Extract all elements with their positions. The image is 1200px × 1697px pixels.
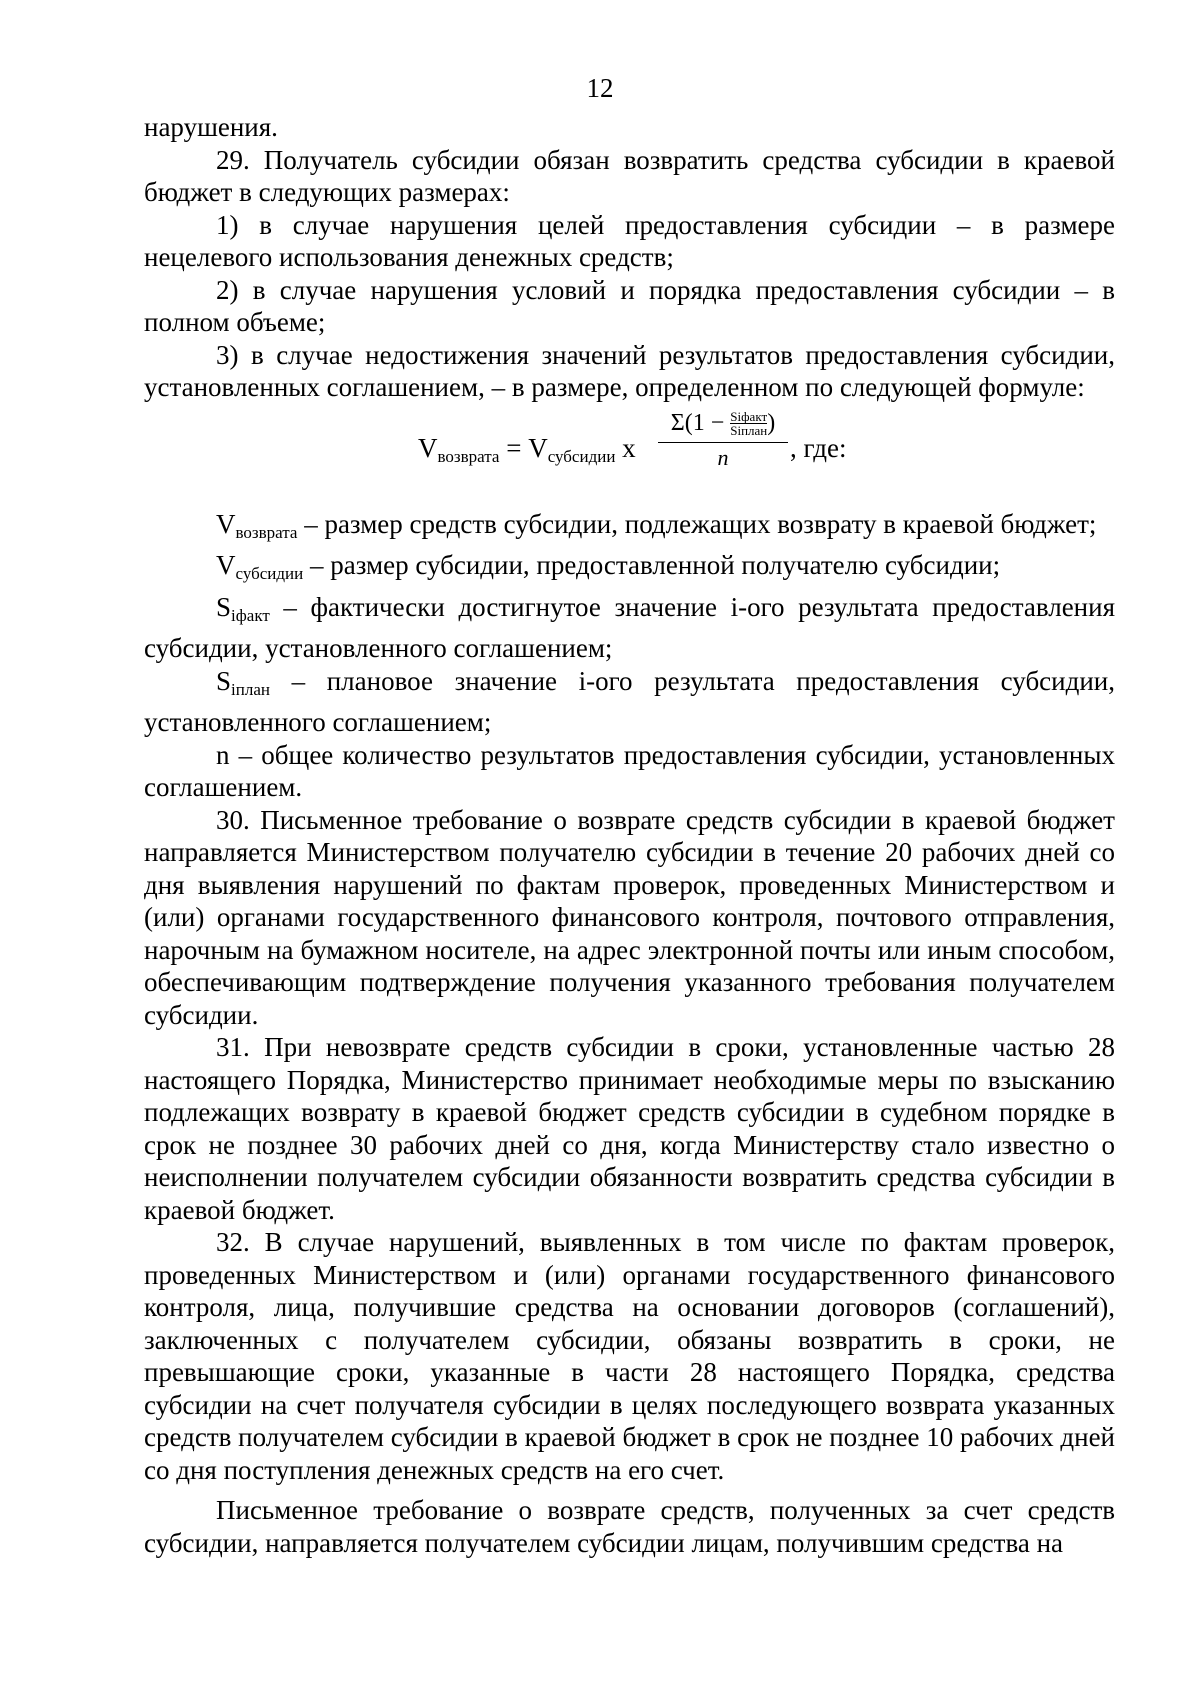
paragraph-32: 32. В случае нарушений, выявленных в том числе по фактам проверок, проведенных Министерством и (или) органами государственного финансового контроля, лица, получившие средства на основании договоров (соглашений), заключенных с получателем субсидии, обязаны возвратить в сроки, не превышающие сроки, указанные в части 28 настоящего Порядка, средства субсидии на счет получателя субсидии в целях последующего возврата указанных средств получателем субсидии в краевой бюджет в срок не позднее 10 рабочих дней со дня поступления денежных средств на его счет. bbox=[144, 1227, 1115, 1485]
paragraph-31: 31. При невозврате средств субсидии в сроки, установленные частью 28 настоящего Порядка, Министерство принимает необходимые меры по взысканию подлежащих возврату в краевой бюджет средств субсидии в судебном порядке в срок не позднее 30 рабочих дней со дня, когда Министерству стало известно о неисполнении получателем субсидии обязанности возвратить средства субсидии в краевой бюджет. bbox=[144, 1032, 1115, 1225]
list-item-1: 1) в случае нарушения целей предоставления субсидии – в размере нецелевого использования денежных средств; bbox=[144, 209, 1115, 272]
paragraph-continuation: нарушения. bbox=[144, 112, 278, 142]
list-item-3: 3) в случае недостижения значений результатов предоставления субсидии, установленных соглашением, – в размере, определенном по следующей формуле: bbox=[144, 339, 1115, 402]
return-formula bbox=[418, 404, 1115, 496]
formula-denominator: n bbox=[717, 444, 729, 470]
definition-v-subsidy: $V_{субсидии}$ – размер субсидии, предоставленной получателю субсидии; bbox=[216, 550, 1001, 583]
definition-v-return: $V_{возврата}$ – размер средств субсидии, подлежащих возврату в краевой бюджет; bbox=[216, 508, 1097, 542]
paragraph-29: 29. Получатель субсидии обязан возвратить средства субсидии в краевой бюджет в следующих размерах: bbox=[144, 144, 1115, 207]
formula-left: $V_{возврата} = V_{субсидии}$ х bbox=[418, 432, 636, 466]
formula-where: , где: bbox=[790, 432, 847, 463]
page-number: 12 bbox=[586, 73, 614, 103]
paragraph-30: 30. Письменное требование о возврате средств субсидии в краевой бюджет направляется Министерством получателю субсидии в течение 20 рабочих дней со дня выявления нарушений по фактам проверок, проведенных Министерством и (или) органами государственного финансового контроля, почтового отправления, нарочным на бумажном носителе, на адрес электронной почты или иным способом, обеспечивающим подтверждение получения указанного требования получателем субсидии. bbox=[144, 804, 1115, 1030]
document-body bbox=[144, 111, 1115, 1559]
definition-s-plan: $S_{iплан}$ – плановое значение i-ого результата предоставления субсидии, установленного соглашением; bbox=[144, 665, 1115, 737]
definition-s-fact: $S_{iфакт}$ – фактически достигнутое значение i-ого результата предоставления субсидии, установленного соглашением; bbox=[144, 591, 1115, 663]
formula-fraction bbox=[658, 404, 788, 473]
paragraph-written-demand: Письменное требование о возврате средств, полученных за счет средств субсидии, направляется получателем субсидии лицам, получившим средства на bbox=[144, 1495, 1115, 1558]
definition-n: n – общее количество результатов предоставления субсидии, установленных соглашением. bbox=[144, 739, 1115, 802]
formula-numerator: Σ(1 − Siфакт Siплан ) bbox=[658, 404, 788, 443]
list-item-2: 2) в случае нарушения условий и порядка предоставления субсидии – в полном объеме; bbox=[144, 274, 1115, 337]
